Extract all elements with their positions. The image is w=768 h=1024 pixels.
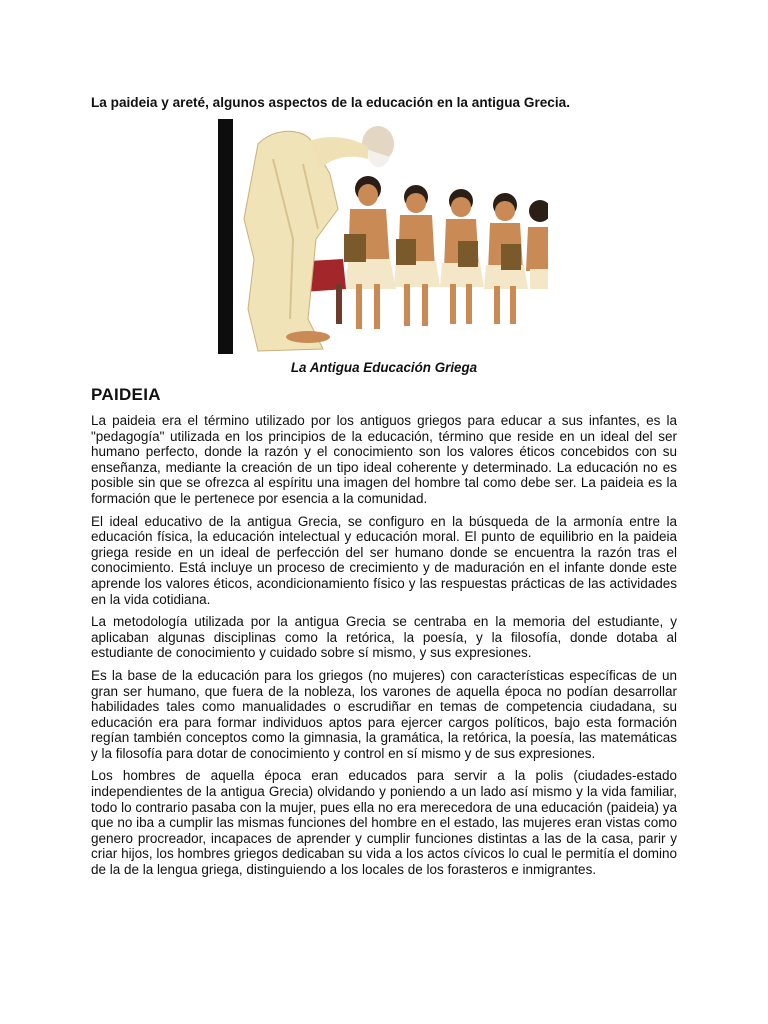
body-text	[91, 413, 677, 885]
section-heading: PAIDEIA	[91, 385, 161, 404]
paragraph: Los hombres de aquella época eran educados para servir a la polis (ciudades-estado independientes de la antigua Grecia) olvidando y poniendo a un lado así mismo y la vida familiar, todo lo contrario pasaba con la mujer, pues ella no era merecedora de una educación (paideia) ya que no iba a cumplir las mismas funciones del hombre en el estado, las mujeres eran vistas como genero procreador, incapaces de aprender y cumplir funciones distintas a las de la casa, parir y criar hijos, los hombres griegos dedicaban su vida a los actos cívicos lo cual le permitía el domino de la de la lengua griega, distinguiendo a los locales de los forasteros e inmigrantes.	[91, 768, 677, 878]
paragraph: Es la base de la educación para los griegos (no mujeres) con características específicas de un gran ser humano, que fuera de la nobleza, los varones de aquella época no podían desarrollar habilidades tales como manualidades o escrudiñar en temas de competencia ciudadana, su educación era para formar individuos aptos para ejercer cargos políticos, bajo esta formación regían también conceptos como la gimnasia, la gramática, la retórica, la poesía, las matemáticas y la filosofía para dotar de conocimiento y control en sí mismo y de sus expresiones.	[91, 667, 677, 761]
document-title: La paideia y areté, algunos aspectos de la educación en la antigua Grecia.	[91, 95, 570, 110]
paragraph: El ideal educativo de la antigua Grecia, se configuro en la búsqueda de la armonía entre la educación física, la educación intelectual y educación moral. El punto de equilibrio en la paideia griega reside en un ideal de perfección del ser humano donde se encuentra la razón tras el conocimiento. Está incluye un proceso de crecimiento y de maduración en el infante donde este aprende los valores éticos, acondicionamiento físico y las respuestas prácticas de las actividades en la vida cotidiana.	[91, 513, 677, 607]
figure-caption: La Antigua Educación Griega	[290, 360, 478, 375]
paragraph: La paideia era el término utilizado por los antiguos griegos para educar a sus infantes, es la "pedagogía" utilizada en los principios de la educación, término que reside en un ideal del ser humano perfecto, donde la razón y el conocimiento son los valores éticos concebidos con su enseñanza, mediante la creación de un tipo ideal coherente y determinado. La educación no es posible sin que se ofrezca al espíritu una imagen del hombre tal como debe ser. La paideia es la formación que le pertenece por esencia a la comunidad.	[91, 413, 677, 506]
paragraph: La metodología utilizada por la antigua Grecia se centraba en la memoria del estudiante, y aplicaban algunas disciplinas como la retórica, la poesía, y la filosofía, donde dotaba al estudiante de conocimiento y cuidado sobre sí mismo, y sus expresiones.	[91, 614, 677, 661]
education-illustration	[218, 119, 548, 354]
figure-left-bar	[218, 119, 233, 354]
